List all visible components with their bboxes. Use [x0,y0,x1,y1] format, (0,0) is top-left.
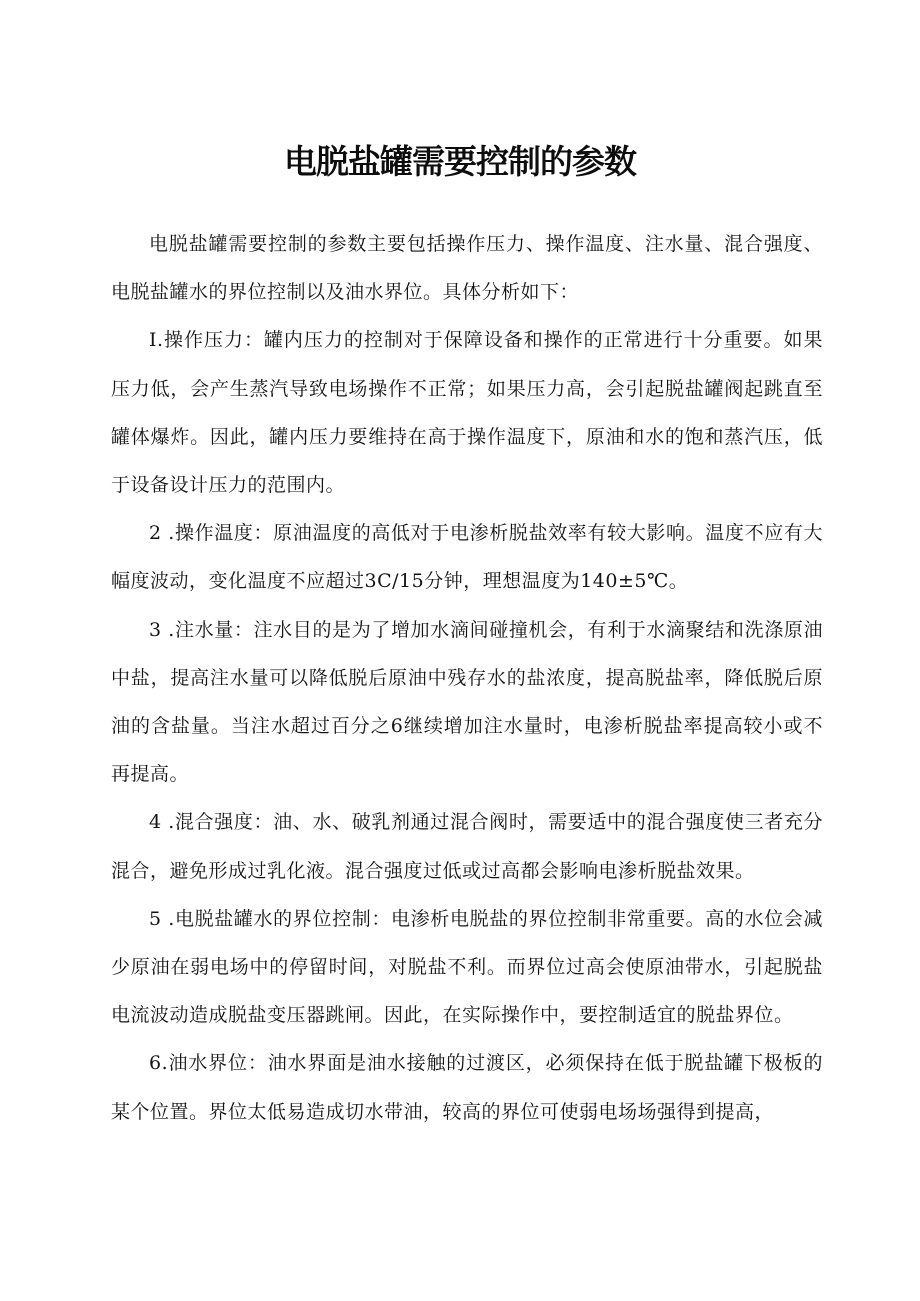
document-title: 电脱盐罐需要控制的参数 [284,142,636,182]
paragraph-oil-water-interface: 6.油水界位：油水界面是油水接触的过渡区，必须保持在低于脱盐罐下极板的某个位置。界位太低易造成切水带油，较高的界位可使弱电场场强得到提高， [111,1052,823,1123]
paragraph-operating-temperature: 2 .操作温度：原油温度的高低对于电渗析脱盐效率有较大影响。温度不应有大幅度波动，变化温度不应超过3C/15分钟，理想温度为140±5℃。 [111,522,823,593]
paragraph-water-injection: 3 .注水量：注水目的是为了增加水滴间碰撞机会，有利于水滴聚结和洗涤原油中盐，提高注水量可以降低脱后原油中残存水的盐浓度，提高脱盐率，降低脱后原油的含盐量。当注水超过百分之6继续增加注水量时，电渗析脱盐率提高较小或不再提高。 [111,618,823,786]
paragraph-water-level-control: 5 .电脱盐罐水的界位控制：电渗析电脱盐的界位控制非常重要。高的水位会减少原油在弱电场中的停留时间，对脱盐不利。而界位过高会使原油带水，引起脱盐电流波动造成脱盐变压器跳闸。因此，在实际操作中，要控制适宜的脱盐界位。 [111,907,823,1027]
paragraph-mixing-intensity: 4 .混合强度：油、水、破乳剂通过混合阀时，需要适中的混合强度使三者充分混合，避免形成过乳化液。混合强度过低或过高都会影响电渗析脱盐效果。 [111,811,823,882]
document-body [111,220,823,1136]
paragraph-operating-pressure: I.操作压力：罐内压力的控制对于保障设备和操作的正常进行十分重要。如果压力低，会产生蒸汽导致电场操作不正常；如果压力高，会引起脱盐罐阀起跳直至罐体爆炸。因此，罐内压力要维持在高于操作温度下，原油和水的饱和蒸汽压，低于设备设计压力的范围内。 [111,329,823,497]
paragraph-intro: 电脱盐罐需要控制的参数主要包括操作压力、操作温度、注水量、混合强度、电脱盐罐水的界位控制以及油水界位。具体分析如下： [111,233,823,304]
